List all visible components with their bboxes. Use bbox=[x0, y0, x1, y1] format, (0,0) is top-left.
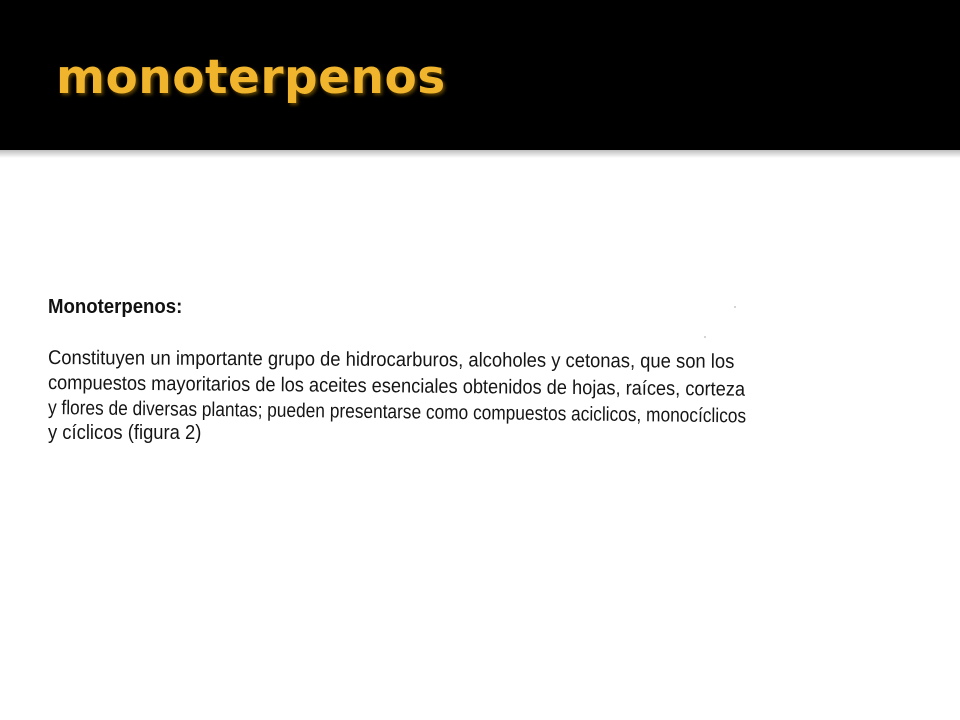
paragraph-line-3: y flores de diversas plantas; pueden presentarse como compuestos aciclicos, monocíclicos bbox=[47, 397, 747, 428]
title-bar-shadow bbox=[0, 150, 960, 158]
excerpt-heading-cropped bbox=[48, 294, 192, 320]
paragraph-line-1: Constituyen un importante grupo de hidrocarburos, alcoholes y cetonas, que son los bbox=[47, 347, 735, 373]
title-bar bbox=[0, 0, 960, 150]
scan-speck bbox=[734, 306, 736, 308]
excerpt-heading: Monoterpenos: bbox=[48, 296, 183, 318]
paragraph-line-2: compuestos mayoritarios de los aceites esenciales obtenidos de hojas, raíces, corteza bbox=[47, 372, 746, 401]
scanned-text-excerpt bbox=[44, 286, 912, 476]
slide-title: monoterpenos bbox=[56, 50, 446, 105]
paragraph-line-4: y cíclicos (figura 2) bbox=[48, 422, 202, 444]
excerpt-paragraph bbox=[48, 346, 912, 446]
scan-speck bbox=[704, 336, 706, 338]
